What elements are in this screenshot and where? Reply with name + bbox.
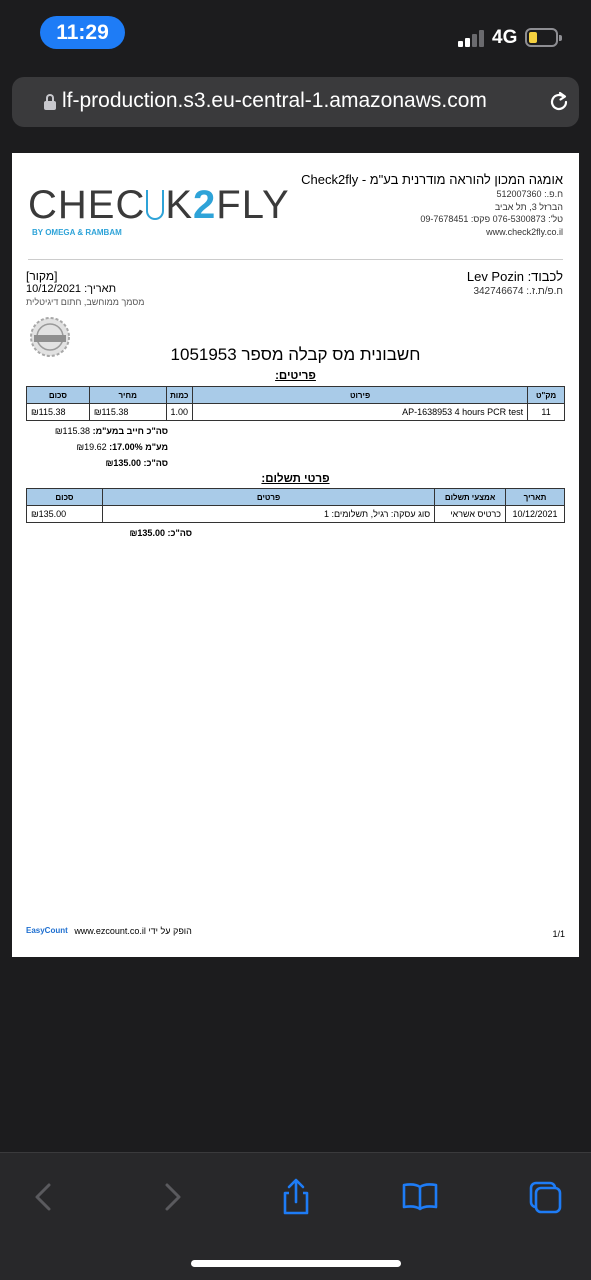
company-phone-fax: טל': 076-5300873 פקס: 09-7678451	[420, 214, 563, 224]
company-details	[301, 171, 563, 238]
item-qty: 1.00	[166, 404, 193, 421]
item-sku: 11	[528, 404, 565, 421]
col-header-date: תאריך	[506, 489, 565, 506]
payment-total-value: ₪135.00	[129, 528, 165, 538]
col-header-description: פירוט	[193, 387, 528, 404]
totals-row-vat	[28, 439, 168, 455]
bookmarks-icon[interactable]	[398, 1175, 442, 1219]
items-heading: פריטים:	[275, 370, 316, 382]
totals-label: סה"כ חייב במע"מ:	[92, 426, 168, 436]
back-arrow-icon[interactable]	[22, 1175, 66, 1219]
url-text[interactable]: lf-production.s3.eu-central-1.amazonaws.com	[62, 89, 487, 112]
page-number: 1/1	[552, 929, 565, 939]
company-name: אומגה המכון להוראה מודרנית בע"מ - Check2fly	[301, 172, 563, 187]
totals-row-grand	[28, 455, 168, 471]
battery-icon	[525, 28, 558, 47]
digital-signature-note: מסמך ממוחשב, חתום דיגיטלית	[26, 297, 145, 307]
company-logo	[28, 183, 290, 243]
payment-total-row	[52, 525, 192, 541]
payment-header-row	[27, 489, 565, 506]
table-row	[27, 506, 565, 523]
invoice-document	[12, 153, 579, 957]
network-type: 4G	[492, 27, 518, 48]
logo-wordmark: CHEC K2FLY	[28, 183, 290, 227]
clock-time[interactable]: 11:29	[40, 16, 125, 49]
payment-date: 10/12/2021	[506, 506, 565, 523]
document-footer	[26, 925, 565, 945]
payment-method: כרטיס אשראי	[435, 506, 506, 523]
payment-total-label: סה"כ:	[167, 528, 192, 538]
tabs-icon[interactable]	[523, 1175, 567, 1219]
company-address: הברזל 3, תל אביב	[494, 201, 563, 212]
reload-icon[interactable]	[546, 89, 572, 115]
share-icon[interactable]	[274, 1175, 318, 1219]
totals-row-taxable	[28, 423, 168, 439]
item-price: ₪115.38	[89, 404, 166, 421]
item-description: AP-1638953 4 hours PCR test	[193, 404, 528, 421]
cellular-signal-icon	[458, 29, 486, 47]
col-header-price: מחיר	[89, 387, 166, 404]
document-meta	[26, 269, 206, 307]
payment-totals	[52, 525, 192, 541]
invoice-title: חשבונית מס קבלה מספר 1051953	[170, 345, 421, 364]
item-total: ₪115.38	[27, 404, 90, 421]
client-name: לכבוד: Lev Pozin	[466, 269, 563, 284]
col-header-amount: סכום	[27, 489, 103, 506]
battery-level-fill	[529, 32, 537, 43]
forward-arrow-icon[interactable]	[150, 1175, 194, 1219]
col-header-method: אמצעי תשלום	[435, 489, 506, 506]
totals-value: ₪19.62	[76, 442, 107, 452]
client-id: ח.פ/ת.ז.: 342746674	[473, 286, 563, 297]
items-totals	[28, 423, 168, 471]
col-header-details: פרטים	[102, 489, 434, 506]
totals-value: ₪115.38	[54, 426, 91, 436]
totals-label: סה"כ:	[143, 458, 168, 468]
col-header-sku: מק"ט	[528, 387, 565, 404]
produced-by-text[interactable]: www.ezcount.co.il הופק על ידי	[74, 925, 192, 936]
company-website[interactable]: www.check2fly.co.il	[486, 226, 563, 237]
ezcount-credit	[26, 925, 192, 936]
client-details	[467, 269, 563, 297]
col-header-qty: כמות	[166, 387, 193, 404]
totals-value: ₪135.00	[105, 458, 141, 468]
logo-tagline: BY OMEGA & RAMBAM	[32, 228, 122, 237]
company-id: ח.פ.: 512007360	[496, 189, 563, 199]
totals-label: מע"מ 17.00%:	[109, 442, 168, 452]
home-indicator[interactable]	[191, 1260, 401, 1267]
payment-heading: פרטי תשלום:	[261, 473, 330, 485]
ezcount-logo-icon: EasyCount	[26, 926, 68, 936]
header-divider	[28, 259, 563, 260]
items-table	[26, 386, 565, 421]
payment-table	[26, 488, 565, 523]
original-label: [מקור]	[26, 269, 58, 283]
col-header-total: סכום	[27, 387, 90, 404]
payment-amount: ₪135.00	[27, 506, 103, 523]
table-row	[27, 404, 565, 421]
items-header-row	[27, 387, 565, 404]
document-date: תאריך: 10/12/2021	[26, 283, 117, 295]
lock-icon	[44, 94, 56, 110]
status-bar	[0, 0, 591, 68]
payment-details: סוג עסקה: רגיל, תשלומים: 1	[102, 506, 434, 523]
address-bar[interactable]	[12, 77, 579, 127]
